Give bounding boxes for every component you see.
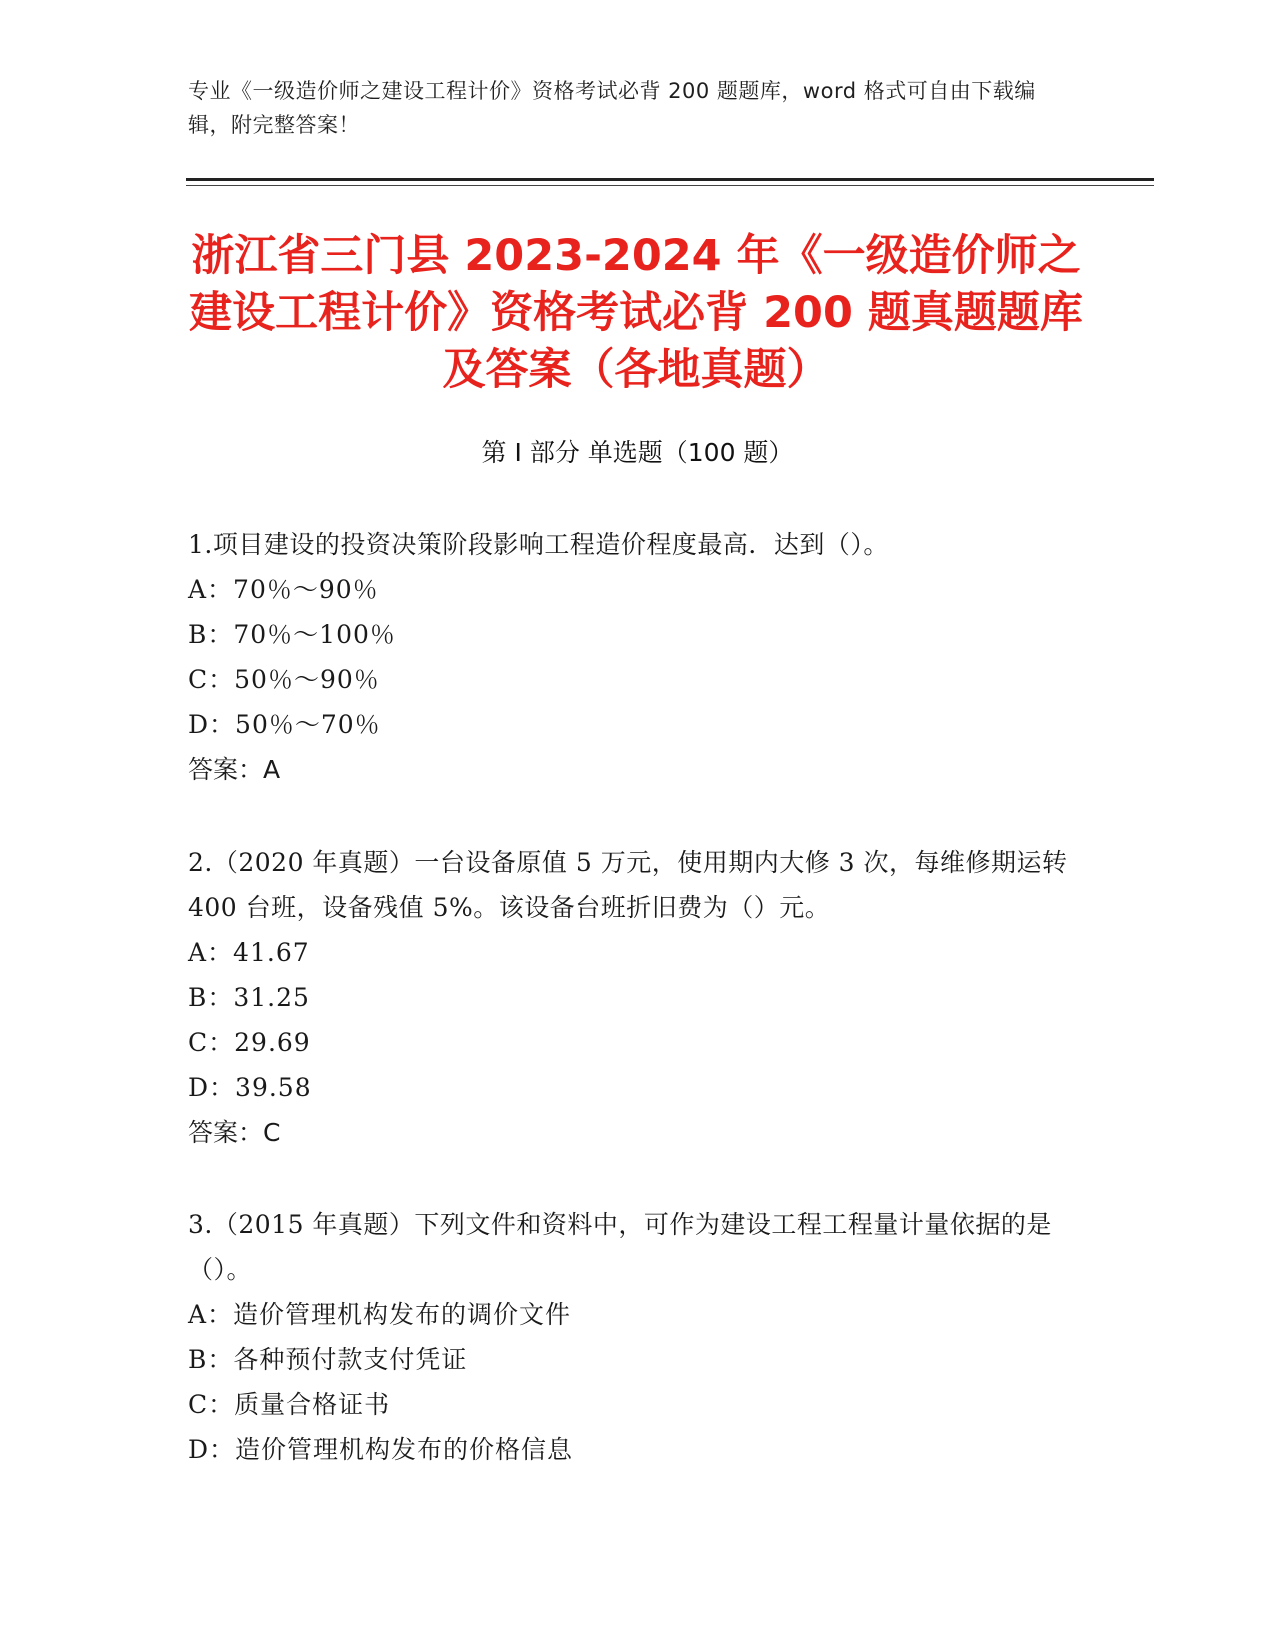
question-2 bbox=[188, 840, 1068, 1155]
question-1 bbox=[188, 522, 1068, 792]
option-b: B：31.25 bbox=[188, 983, 310, 1012]
option-b: B：各种预付款支付凭证 bbox=[188, 1345, 468, 1374]
question-stem: 1.项目建设的投资决策阶段影响工程造价程度最高．达到（）。 bbox=[188, 530, 889, 559]
answer: 答案：A bbox=[188, 755, 281, 784]
header-divider-thin bbox=[186, 185, 1154, 186]
option-c: C：质量合格证书 bbox=[188, 1390, 391, 1419]
question-3 bbox=[188, 1202, 1068, 1472]
option-c: C：29.69 bbox=[188, 1028, 311, 1057]
section-title: 第 I 部分 单选题（100 题） bbox=[481, 438, 794, 467]
document-title: 浙江省三门县 2023-2024 年《一级造价师之建设工程计价》资格考试必背 200 题真题题库及答案（各地真题） bbox=[189, 231, 1083, 395]
option-d: D：造价管理机构发布的价格信息 bbox=[188, 1435, 574, 1464]
header-divider-thick bbox=[186, 178, 1154, 181]
header-note: 专业《一级造价师之建设工程计价》资格考试必背 200 题题库，word 格式可自由下载编辑，附完整答案！ bbox=[188, 79, 1036, 137]
option-a: A：41.67 bbox=[188, 938, 310, 967]
option-b: B：70％～100％ bbox=[188, 620, 396, 649]
question-stem: 2.（2020 年真题）一台设备原值 5 万元，使用期内大修 3 次，每维修期运转 400 台班，设备残值 5%。该设备台班折旧费为（）元。 bbox=[188, 848, 1068, 922]
answer: 答案：C bbox=[188, 1118, 281, 1147]
option-a: A：70％～90％ bbox=[188, 575, 379, 604]
option-d: D：50％～70％ bbox=[188, 710, 381, 739]
question-stem: 3.（2015 年真题）下列文件和资料中，可作为建设工程工程量计量依据的是（）。 bbox=[188, 1210, 1052, 1284]
option-a: A：造价管理机构发布的调价文件 bbox=[188, 1300, 572, 1329]
option-d: D：39.58 bbox=[188, 1073, 312, 1102]
option-c: C：50％～90％ bbox=[188, 665, 380, 694]
